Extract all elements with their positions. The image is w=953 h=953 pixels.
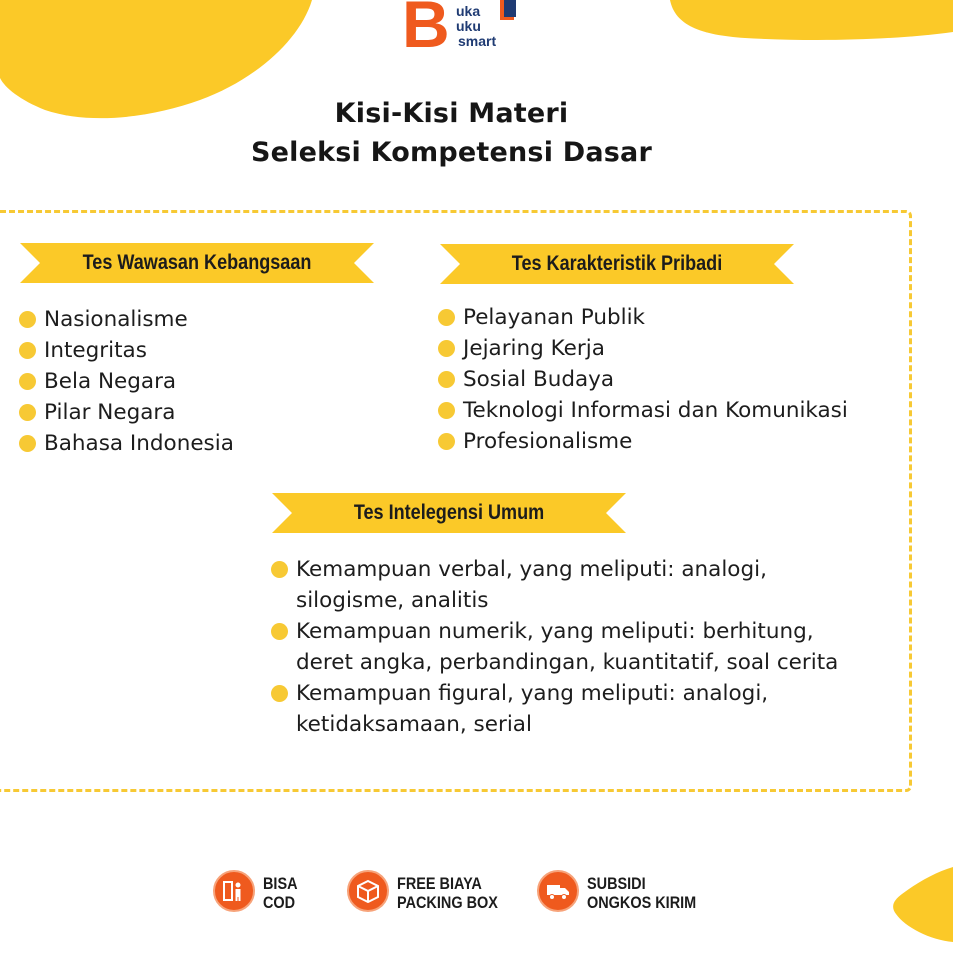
bullet-icon	[19, 373, 36, 390]
badge-shipping-line-2: ONGKOS KIRIM	[587, 893, 697, 912]
list-item: Integritas	[19, 335, 234, 366]
top-right-yellow-blob	[665, 0, 953, 42]
ribbon-twk	[20, 243, 374, 283]
ribbon-twk-label: Tes Wawasan Kebangsaan	[82, 251, 312, 274]
badge-packing	[347, 868, 517, 918]
tiu-list	[271, 554, 841, 740]
list-item: Jejaring Kerja	[438, 333, 848, 364]
badge-cod-line-2: COD	[263, 893, 296, 912]
truck-icon	[537, 870, 579, 912]
buka-buku-smart-logo	[400, 0, 522, 61]
badge-cod	[213, 868, 313, 918]
bullet-icon	[438, 433, 455, 450]
logo-line-2: uku	[456, 18, 481, 34]
bottom-right-yellow-blob	[890, 862, 953, 953]
bullet-icon	[19, 404, 36, 421]
bullet-icon	[19, 342, 36, 359]
list-item: Pelayanan Publik	[438, 302, 848, 333]
bullet-icon	[19, 311, 36, 328]
logo-line-3: smart	[458, 33, 497, 49]
ribbon-tiu-label: Tes Intelegensi Umum	[353, 501, 545, 524]
bullet-icon	[271, 561, 288, 578]
list-item: Nasionalisme	[19, 304, 234, 335]
list-item: Bahasa Indonesia	[19, 428, 234, 459]
list-item: Bela Negara	[19, 366, 234, 397]
badge-packing-line-1: FREE BIAYA	[397, 874, 482, 893]
bullet-icon	[438, 309, 455, 326]
bullet-icon	[271, 623, 288, 640]
bullet-icon	[438, 402, 455, 419]
cod-icon	[213, 870, 255, 912]
page-title-line-2: Seleksi Kompetensi Dasar	[251, 137, 652, 168]
badge-shipping	[537, 868, 717, 918]
ribbon-tkp	[440, 244, 794, 284]
list-item: Profesionalisme	[438, 426, 848, 457]
bullet-icon	[438, 340, 455, 357]
list-item: Kemampuan verbal, yang meliputi: analogi, silogisme, analitis	[271, 554, 841, 616]
logo-letter: B	[402, 0, 450, 61]
bullet-icon	[438, 371, 455, 388]
badge-shipping-line-1: SUBSIDI	[587, 874, 646, 893]
badge-packing-line-2: PACKING BOX	[397, 893, 498, 912]
list-item: Sosial Budaya	[438, 364, 848, 395]
list-item: Pilar Negara	[19, 397, 234, 428]
badge-cod-line-1: BISA	[263, 874, 298, 893]
list-item: Kemampuan numerik, yang meliputi: berhitung, deret angka, perbandingan, kuantitatif, soal cerita	[271, 616, 841, 678]
list-item: Kemampuan figural, yang meliputi: analogi, ketidaksamaan, serial	[271, 678, 841, 740]
bullet-icon	[19, 435, 36, 452]
twk-list	[19, 304, 234, 459]
ribbon-tiu	[272, 493, 626, 533]
book-icon	[496, 0, 520, 22]
tkp-list	[438, 302, 848, 457]
ribbon-tkp-label: Tes Karakteristik Pribadi	[511, 252, 723, 275]
box-icon	[347, 870, 389, 912]
page-title-line-1: Kisi-Kisi Materi	[334, 98, 569, 129]
logo-line-1: uka	[456, 3, 481, 19]
bullet-icon	[271, 685, 288, 702]
list-item: Teknologi Informasi dan Komunikasi	[438, 395, 848, 426]
